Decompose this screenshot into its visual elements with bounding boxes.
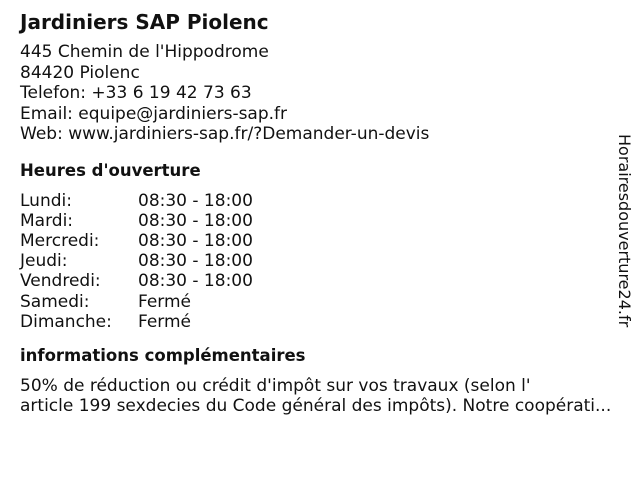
site-watermark: Horairesdouverture24.fr bbox=[615, 134, 634, 328]
additional-info-text bbox=[20, 376, 624, 417]
opening-hours-title: Heures d'ouverture bbox=[20, 160, 201, 180]
day-label: Vendredi: bbox=[20, 271, 101, 292]
time-value: 08:30 - 18:00 bbox=[138, 190, 253, 211]
hours-row-monday bbox=[20, 191, 620, 211]
day-label: Lundi: bbox=[20, 190, 72, 211]
day-label: Jeudi: bbox=[20, 251, 68, 272]
hours-row-sunday bbox=[20, 312, 620, 332]
time-value: 08:30 - 18:00 bbox=[138, 251, 253, 272]
time-value: Fermé bbox=[138, 291, 192, 312]
additional-info-line-1: 50% de réduction ou crédit d'impôt sur vos travaux (selon l' bbox=[20, 375, 531, 396]
additional-info-line-2: article 199 sexdecies du Code général des impôts). Notre coopérati... bbox=[20, 396, 612, 417]
time-value: 08:30 - 18:00 bbox=[138, 230, 253, 251]
web-line: Web: www.jardiniers-sap.fr/?Demander-un-devis bbox=[20, 124, 430, 144]
street-address: 445 Chemin de l'Hippodrome bbox=[20, 42, 269, 62]
business-name: Jardiniers SAP Piolenc bbox=[20, 10, 269, 34]
business-card bbox=[20, 10, 620, 417]
day-label: Mardi: bbox=[20, 210, 74, 231]
phone-line: Telefon: +33 6 19 42 73 63 bbox=[20, 83, 252, 103]
day-label: Samedi: bbox=[20, 291, 90, 312]
hours-row-friday bbox=[20, 271, 620, 291]
time-value: 08:30 - 18:00 bbox=[138, 210, 253, 231]
time-value: 08:30 - 18:00 bbox=[138, 271, 253, 292]
day-label: Mercredi: bbox=[20, 230, 100, 251]
email-line: Email: equipe@jardiniers-sap.fr bbox=[20, 103, 288, 124]
additional-info-title: informations complémentaires bbox=[20, 345, 306, 365]
hours-row-saturday bbox=[20, 292, 620, 312]
address-block bbox=[20, 42, 620, 145]
hours-row-wednesday bbox=[20, 231, 620, 251]
opening-hours-table bbox=[20, 191, 620, 332]
time-value: Fermé bbox=[138, 311, 192, 332]
hours-row-tuesday bbox=[20, 211, 620, 231]
day-label: Dimanche: bbox=[20, 311, 112, 332]
postal-city: 84420 Piolenc bbox=[20, 62, 140, 83]
hours-row-thursday bbox=[20, 251, 620, 271]
